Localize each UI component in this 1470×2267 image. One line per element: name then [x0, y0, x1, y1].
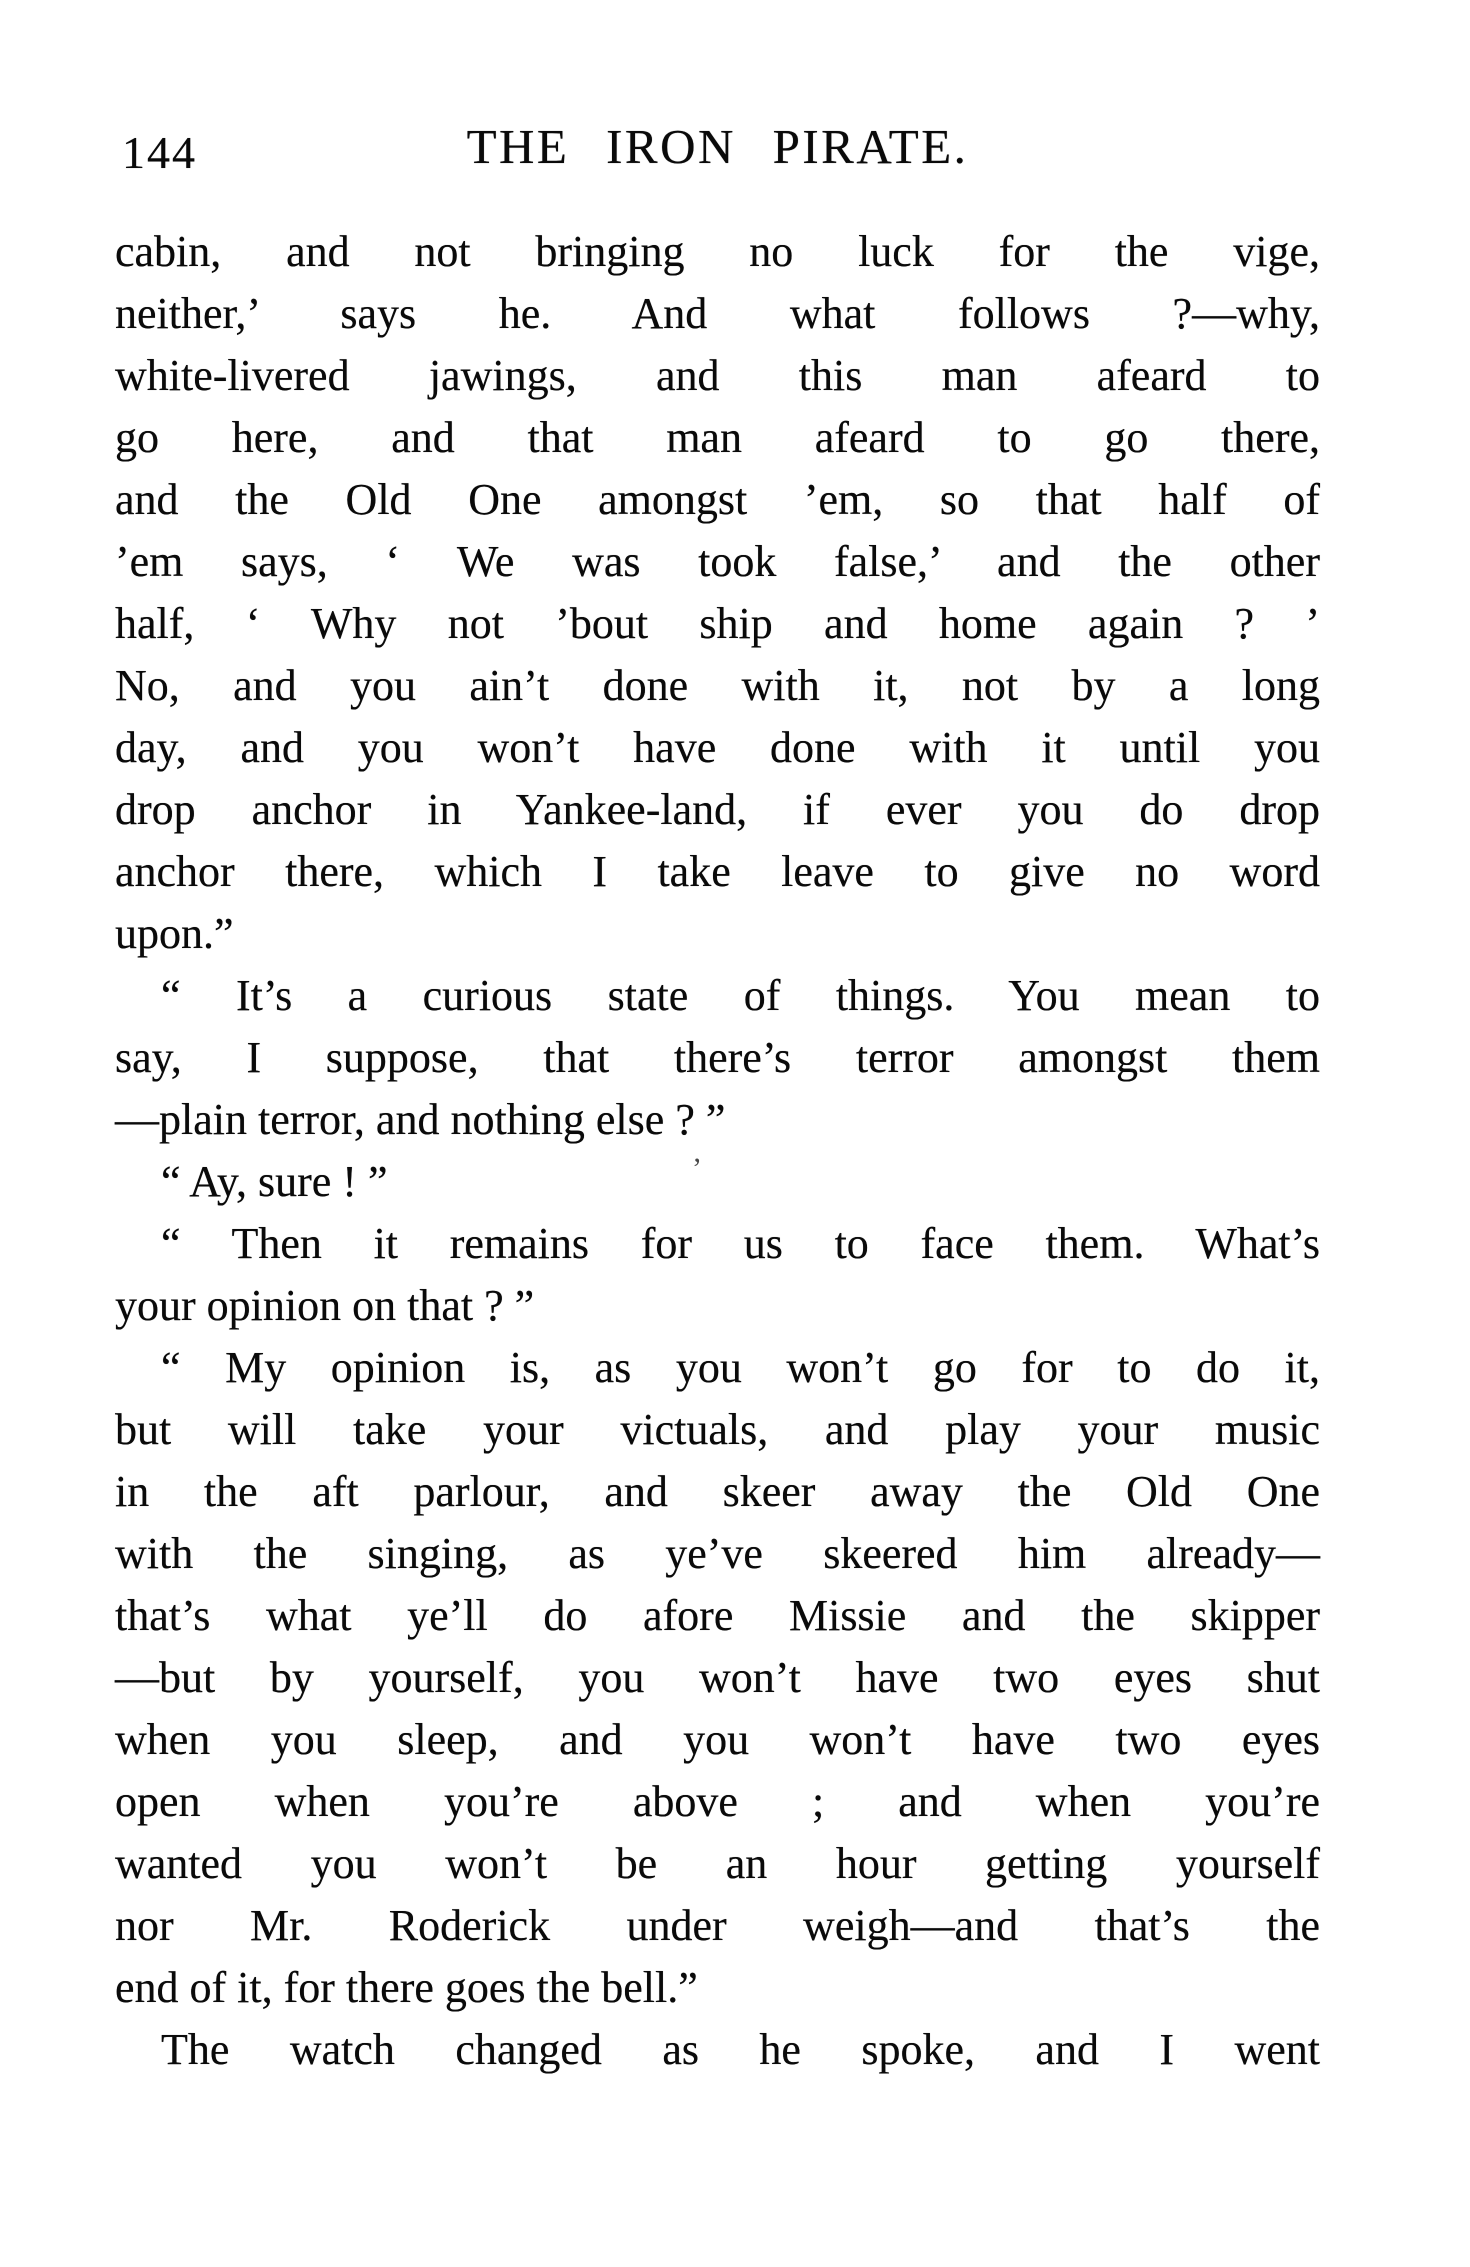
text-line paragraph-start: “ My opinion is, as you won’t go for to do it, — [161, 1343, 1320, 1392]
text-line: cabin, and not bringing no luck for the vige, — [115, 227, 1320, 276]
text-line paragraph-start: “ Then it remains for us to face them. What’s — [161, 1219, 1320, 1268]
text-line paragraph-end: your opinion on that ? ” — [115, 1281, 535, 1330]
text-line: that’s what ye’ll do afore Missie and the skipper — [115, 1591, 1320, 1640]
text-line: and the Old One amongst ’em, so that half of — [115, 475, 1320, 524]
page-body-text — [115, 221, 1320, 2081]
text-line: neither,’ says he. And what follows ?—why, — [115, 289, 1320, 338]
text-line: but will take your victuals, and play your music — [115, 1405, 1320, 1454]
text-line: say, I suppose, that there’s terror amongst them — [115, 1033, 1320, 1082]
text-line: day, and you won’t have done with it until you — [115, 723, 1320, 772]
text-line: nor Mr. Roderick under weigh—and that’s the — [115, 1901, 1320, 1950]
text-line: with the singing, as ye’ve skeered him already— — [115, 1529, 1320, 1578]
text-line: in the aft parlour, and skeer away the Old One — [115, 1467, 1320, 1516]
text-line: white-livered jawings, and this man afeard to — [115, 351, 1320, 400]
page-header-title: THE IRON PIRATE. — [466, 119, 969, 174]
text-line paragraph: “ Ay, sure ! ” — [161, 1157, 388, 1206]
page-number: 144 — [122, 127, 197, 178]
text-line: when you sleep, and you won’t have two eyes — [115, 1715, 1320, 1764]
text-line: ’em says, ‘ We was took false,’ and the other — [115, 537, 1320, 586]
text-line paragraph-start: “ It’s a curious state of things. You mean to — [161, 971, 1320, 1020]
text-line paragraph-end: end of it, for there goes the bell.” — [115, 1963, 698, 2012]
text-line: —but by yourself, you won’t have two eyes shut — [115, 1653, 1320, 1702]
text-line: drop anchor in Yankee-land, if ever you do drop — [115, 785, 1320, 834]
text-line paragraph-start: The watch changed as he spoke, and I went — [161, 2025, 1320, 2074]
text-line: go here, and that man afeard to go there, — [115, 413, 1320, 462]
text-line paragraph-end: —plain terror, and nothing else ? ” — [115, 1095, 726, 1144]
ink-speck-artifact: ’ — [692, 1152, 702, 1185]
text-line: wanted you won’t be an hour getting yourself — [115, 1839, 1320, 1888]
text-line paragraph-end: upon.” — [115, 909, 234, 958]
text-line: anchor there, which I take leave to give no word — [115, 847, 1320, 896]
text-line: No, and you ain’t done with it, not by a long — [115, 661, 1320, 710]
text-line: open when you’re above ; and when you’re — [115, 1777, 1320, 1826]
text-line: half, ‘ Why not ’bout ship and home again ? ’ — [115, 599, 1320, 648]
